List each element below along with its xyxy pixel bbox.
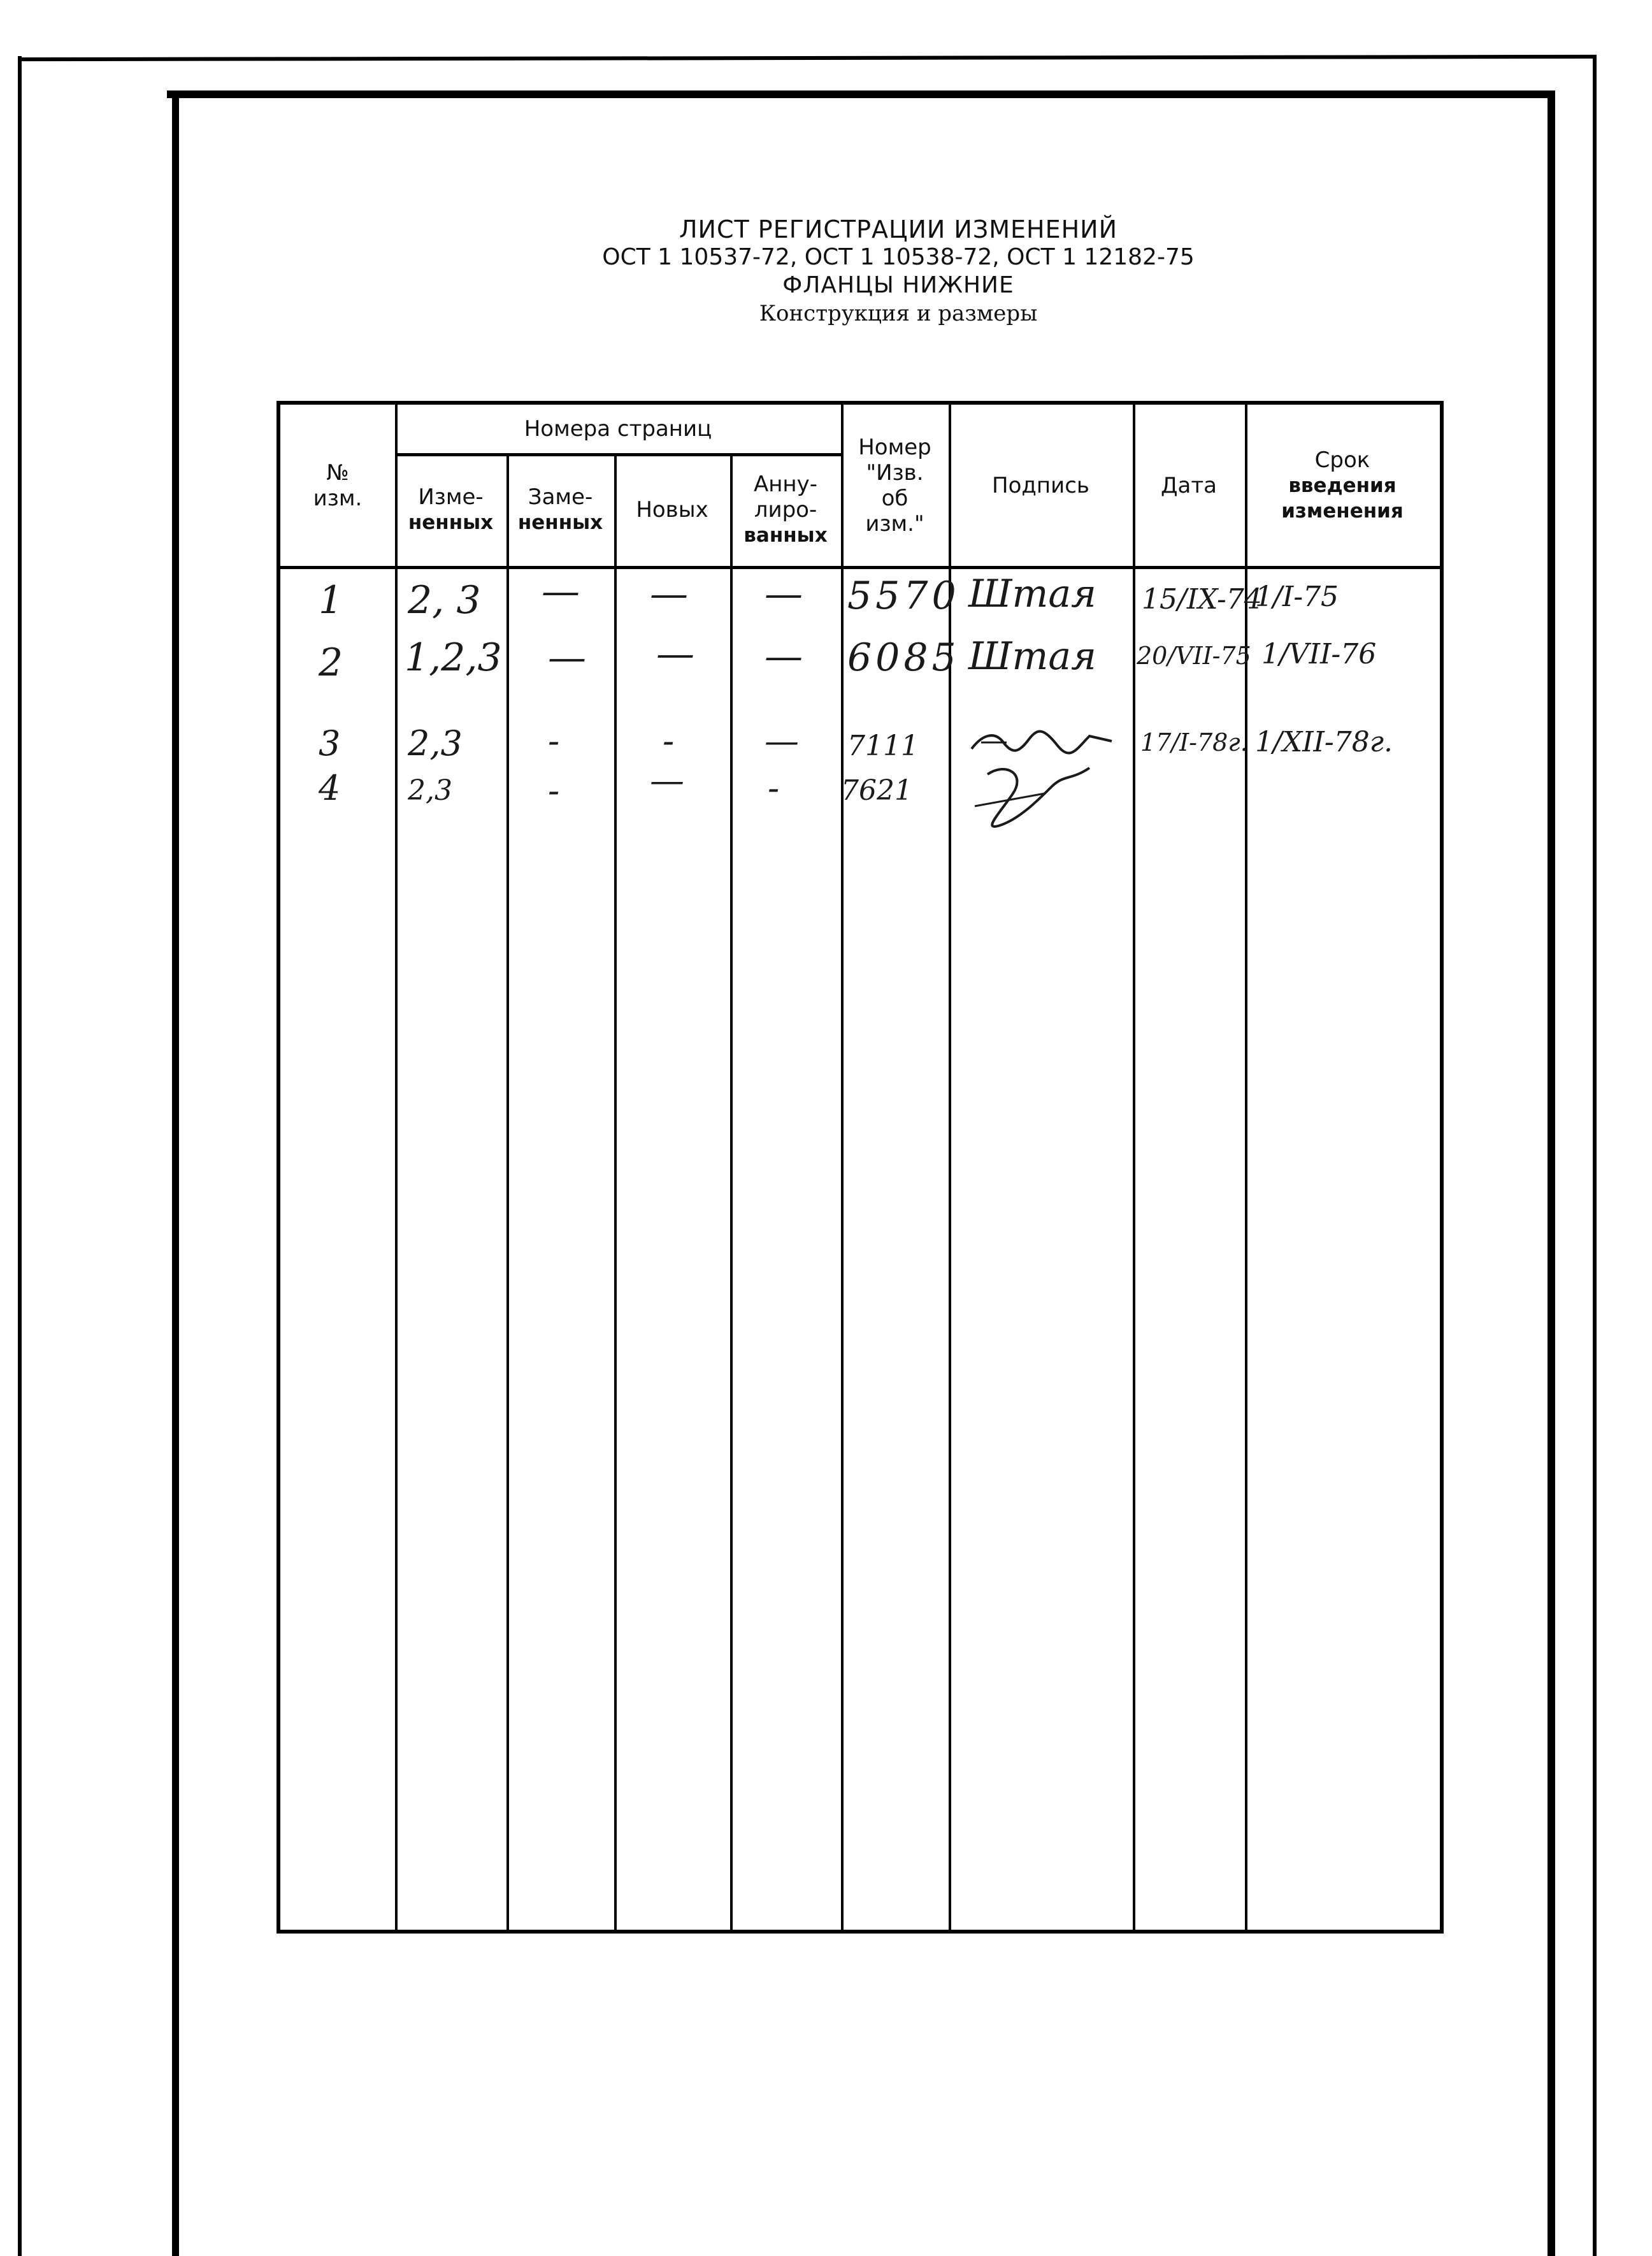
th-annulled: Анну- лиро- ванных [743, 471, 828, 547]
row1-change-no: 1 [319, 578, 343, 623]
row2-signature: Штая [968, 634, 1096, 679]
inner-frame-left [172, 90, 179, 2256]
row3-change-no: 3 [319, 723, 341, 763]
row3-replaced: - [548, 721, 560, 761]
row2-deadline: 1/VII-76 [1261, 638, 1377, 670]
row1-notice-no: 5570 [847, 574, 960, 618]
row1-deadline: 1/I-75 [1255, 581, 1339, 613]
th-replaced: Заме- ненных [517, 484, 603, 534]
outer-frame-top [18, 55, 1597, 61]
row2-new: — [656, 632, 694, 676]
row2-notice-no: 6085 [847, 635, 960, 680]
row4-replaced: - [548, 770, 560, 811]
row1-new: — [650, 572, 688, 616]
document-title: ЛИСТ РЕГИСТРАЦИИ ИЗМЕНЕНИЙ [679, 215, 1118, 243]
outer-frame-left [18, 56, 22, 2256]
change-registration-table [277, 401, 1444, 1934]
row4-notice-no: 7621 [841, 774, 912, 807]
col-divider [614, 453, 617, 1930]
col-divider [1245, 405, 1247, 1930]
document-header [446, 215, 1351, 328]
row1-signature: Штая [968, 572, 1096, 616]
row2-annulled: — [765, 634, 803, 679]
col-divider [841, 405, 844, 1930]
standards-list: ОСТ 1 10537-72, ОСТ 1 10538-72, ОСТ 1 12182-75 [602, 244, 1195, 270]
row3-notice-no: 7111 [847, 730, 919, 762]
th-deadline: Срок введения изменения [1281, 447, 1404, 523]
row2-changed: 1,2,3 [405, 635, 502, 680]
row3-date: 17/I-78г. [1140, 728, 1248, 756]
col-divider [395, 405, 398, 1930]
document-subject: ФЛАНЦЫ НИЖНИЕ [782, 272, 1014, 298]
row2-change-no: 2 [319, 640, 343, 685]
col-divider [949, 405, 951, 1930]
th-notice-no: Номер "Изв. об изм." [858, 434, 931, 537]
row2-date: 20/VII-75 [1137, 642, 1251, 670]
th-new: Новых [636, 496, 708, 523]
inner-frame-right [1548, 90, 1555, 2256]
col-divider [506, 453, 509, 1930]
th-change-no: № изм. [313, 459, 363, 511]
th-pages-group: Номера страниц [524, 416, 712, 442]
row4-changed: 2,3 [408, 774, 452, 807]
header-bottom-line [280, 566, 1440, 569]
row4-new: — [650, 760, 684, 800]
th-date: Дата [1160, 472, 1217, 498]
row1-changed: 2, 3 [408, 578, 481, 623]
outer-frame-right [1593, 57, 1597, 2256]
row1-annulled: — [765, 572, 803, 616]
row3-changed: 2,3 [408, 723, 463, 763]
row4-signature [968, 762, 1096, 838]
th-signature: Подпись [992, 472, 1089, 498]
row2-replaced: — [548, 635, 586, 680]
row3-deadline: 1/XII-78г. [1255, 726, 1393, 758]
inner-frame-top [167, 90, 1555, 98]
th-changed: Изме- ненных [408, 484, 494, 534]
document-subtitle: Конструкция и размеры [759, 301, 1038, 326]
row1-replaced: — [542, 569, 580, 614]
row3-annulled: — [765, 721, 799, 761]
col-divider [1133, 405, 1135, 1930]
col-divider [730, 453, 733, 1930]
row4-change-no: 4 [319, 768, 341, 808]
row1-date: 15/IX-74 [1142, 583, 1262, 616]
row3-new: - [663, 721, 675, 761]
row3-signature [968, 723, 1115, 762]
row4-annulled: - [768, 768, 780, 808]
